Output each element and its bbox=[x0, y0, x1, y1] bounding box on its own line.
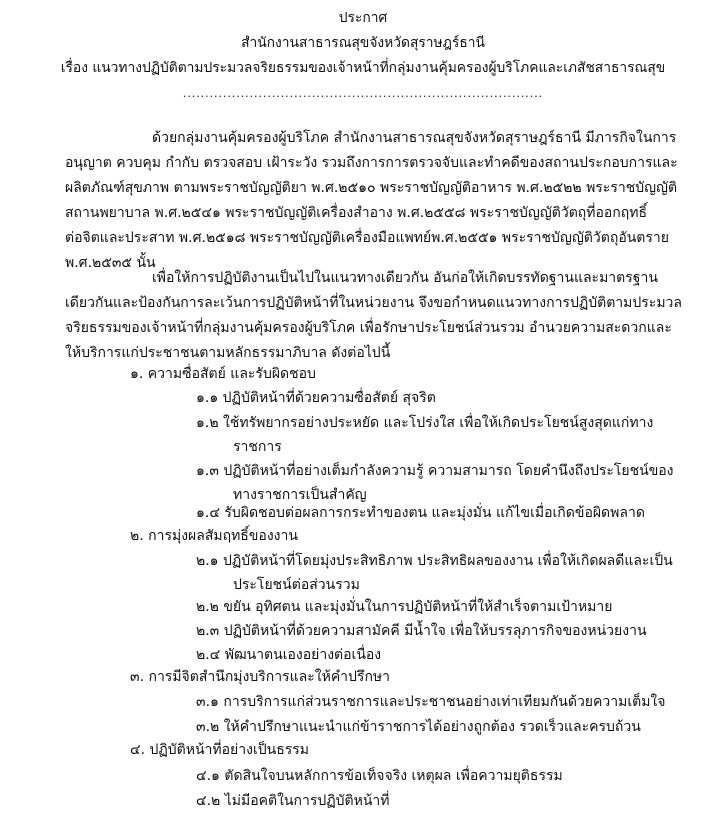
paragraph-line: ต่อจิตและประสาท พ.ศ.๒๕๑๘ พระราชบัญญัติเครื่องมือแพทย์พ.ศ.๒๕๕๑ พระราชบัญญัติวัตถุอันตราย bbox=[65, 230, 669, 246]
paragraph-line: จริยธรรมของเจ้าหน้าที่กลุ่มงานคุ้มครองผู้บริโภค เพื่อรักษาประโยชน์ส่วนรวม อำนวยความสะดวกและ bbox=[65, 320, 672, 336]
list-item: ๒.๓ ปฏิบัติหน้าที่ด้วยความสามัคคี มีน้ำใจ เพื่อให้บรรลุภารกิจของหน่วยงาน bbox=[196, 623, 647, 639]
list-item: ๔.๒ ไม่มีอคติในการปฏิบัติหน้าที่ bbox=[196, 793, 390, 809]
paragraph-line: ผลิตภัณฑ์สุขภาพ ตามพระราชบัญญัติยา พ.ศ.๒๕๑๐ พระราชบัญญัติอาหาร พ.ศ.๒๕๒๒ พระราชบัญญัติ bbox=[65, 180, 678, 196]
section-heading: ๑. ความซื่อสัตย์ และรับผิดชอบ bbox=[130, 366, 316, 382]
section-heading: ๓. การมีจิตสำนึกมุ่งบริการและให้คำปรึกษา bbox=[130, 669, 391, 685]
paragraph-line: อนุญาต ควบคุม กำกับ ตรวจสอบ เฝ้าระวัง รวมถึงการการตรวจจับและทำคดีของสถานประกอบการและ bbox=[65, 155, 678, 171]
list-item: ๑.๓ ปฏิบัติหน้าที่อย่างเต็มกำลังความรู้ ความสามารถ โดยคำนึงถึงประโยชน์ของ bbox=[196, 463, 674, 479]
paragraph-line: ให้บริการแก่ประชาชนตามหลักธรรมาภิบาล ดังต่อไปนี้ bbox=[65, 345, 391, 361]
list-item-continuation: ทางราชการเป็นสำคัญ bbox=[233, 487, 367, 503]
list-item-continuation: ประโยชน์ต่อส่วนรวม bbox=[233, 577, 360, 593]
list-item: ๓.๑ การบริการแก่ส่วนราชการและประชาชนอย่างเท่าเทียมกันด้วยความเต็มใจ bbox=[196, 694, 666, 710]
list-item: ๒.๑ ปฏิบัติหน้าที่โดยมุ่งประสิทธิภาพ ประสิทธิผลของงาน เพื่อให้เกิดผลดีและเป็น bbox=[196, 553, 673, 569]
office-name: สำนักงานสาธารณสุขจังหวัดสุราษฎร์ธานี bbox=[241, 35, 485, 51]
list-item: ๓.๒ ให้คำปรึกษาแนะนำแก่ข้าราชการได้อย่างถูกต้อง รวดเร็วและครบถ้วน bbox=[196, 719, 641, 735]
list-item: ๑.๔ รับผิดชอบต่อผลการกระทำของตน และมุ่งมั่น แก้ไขเมื่อเกิดข้อผิดพลาด bbox=[196, 505, 645, 521]
paragraph-line: พ.ศ.๒๕๓๕ นั้น bbox=[65, 255, 156, 271]
list-item: ๒.๒ ขยัน อุทิศตน และมุ่งมั่นในการปฏิบัติหน้าที่ให้สำเร็จตามเป้าหมาย bbox=[196, 599, 613, 615]
announcement-title: ประกาศ bbox=[338, 10, 388, 26]
paragraph-line: สถานพยาบาล พ.ศ.๒๕๔๑ พระราชบัญญัติเครื่องสำอาง พ.ศ.๒๕๕๘ พระราชบัญญัติวัตถุที่ออกฤทธิ์ bbox=[65, 205, 648, 221]
list-item-continuation: ราชการ bbox=[233, 439, 282, 455]
section-heading: ๔. ปฏิบัติหน้าที่อย่างเป็นธรรม bbox=[130, 742, 310, 758]
list-item: ๑.๒ ใช้ทรัพยากรอย่างประหยัด และโปร่งใส เพื่อให้เกิดประโยชน์สูงสุดแก่ทาง bbox=[196, 415, 654, 431]
paragraph-line: เดียวกันและป้องกันการละเว้นการปฏิบัติหน้าที่ในหน่วยงาน จึงขอกำหนดแนวทางการปฏิบัติตามประมวล bbox=[65, 295, 682, 311]
divider-dots: ................................................................................. bbox=[182, 87, 544, 100]
paragraph-line: เพื่อให้การปฏิบัติงานเป็นไปในแนวทางเดียวกัน อันก่อให้เกิดบรรทัดฐานและมาตรฐาน bbox=[152, 270, 658, 286]
list-item: ๑.๑ ปฏิบัติหน้าที่ด้วยความซื่อสัตย์ สุจริต bbox=[196, 390, 436, 406]
paragraph-line: ด้วยกลุ่มงานคุ้มครองผู้บริโภค สำนักงานสาธารณสุขจังหวัดสุราษฎร์ธานี มีภารกิจในการ bbox=[152, 130, 677, 146]
section-heading: ๒. การมุ่งผลสัมฤทธิ์ของงาน bbox=[130, 528, 298, 544]
list-item: ๔.๑ ตัดสินใจบนหลักการข้อเท็จจริง เหตุผล เพื่อความยุติธรรม bbox=[196, 768, 563, 784]
list-item: ๒.๔ พัฒนาตนเองอย่างต่อเนื่อง bbox=[196, 647, 382, 663]
subject-line: เรื่อง แนวทางปฏิบัติตามประมวลจริยธรรมของเจ้าหน้าที่กลุ่มงานคุ้มครองผู้บริโภคและเภสัชสาธารณสุข bbox=[60, 60, 666, 76]
